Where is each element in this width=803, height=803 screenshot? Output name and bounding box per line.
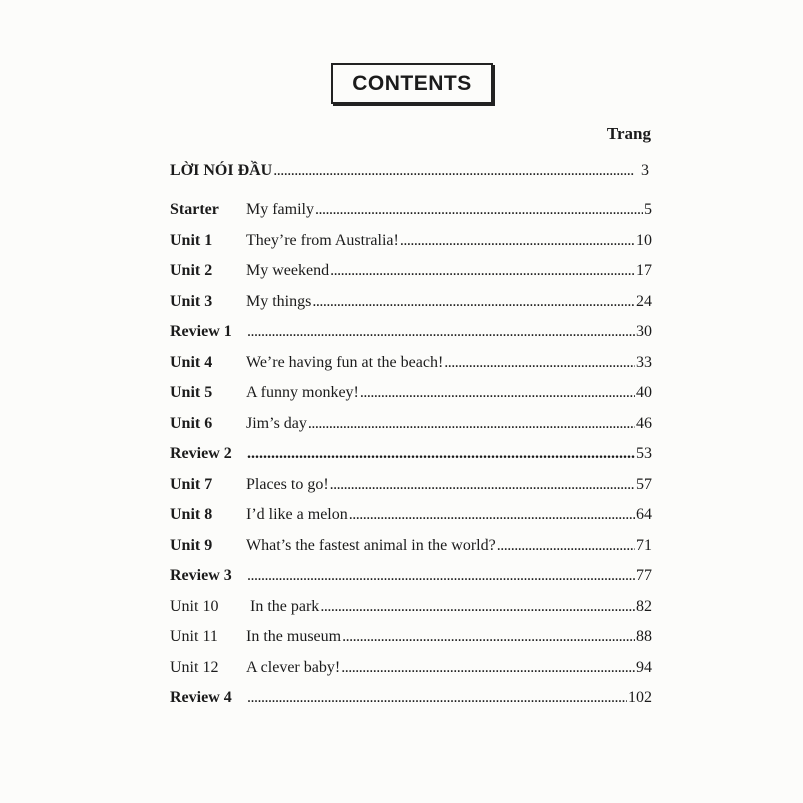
toc-entry-title: In the museum bbox=[246, 628, 342, 645]
toc-entry bbox=[0, 687, 803, 709]
toc-entry-label: Review 3 bbox=[170, 567, 232, 584]
toc-leader bbox=[246, 474, 652, 496]
toc-entry-label: Unit 2 bbox=[170, 262, 213, 279]
dot-leader bbox=[247, 443, 635, 465]
toc-entry bbox=[0, 504, 803, 526]
toc-entry bbox=[0, 565, 803, 587]
dot-leader bbox=[497, 535, 635, 557]
toc-entry-label: Starter bbox=[170, 201, 219, 218]
dot-leader bbox=[247, 687, 627, 709]
toc-leader bbox=[246, 291, 652, 313]
toc-entry-title: In the park bbox=[246, 597, 320, 615]
toc-entry bbox=[0, 443, 803, 465]
dot-leader bbox=[247, 321, 635, 343]
toc-leader bbox=[246, 230, 652, 252]
toc-entry-label: Review 4 bbox=[170, 689, 232, 706]
toc-leader bbox=[246, 535, 652, 557]
toc-entry-label: Review 1 bbox=[170, 323, 232, 340]
toc-entry-title: We’re having fun at the beach! bbox=[246, 353, 444, 371]
toc-leader bbox=[246, 443, 652, 465]
toc-leader bbox=[246, 382, 652, 404]
toc-page-number: 10 bbox=[636, 231, 652, 249]
toc-entry-label: Unit 11 bbox=[170, 628, 218, 645]
dot-leader bbox=[349, 504, 635, 526]
toc-entry-title: A clever baby! bbox=[246, 658, 341, 676]
toc-page-number: 94 bbox=[636, 658, 652, 676]
toc-entry-title: My family bbox=[246, 201, 314, 218]
toc-entry bbox=[0, 596, 803, 618]
toc-page-number: 53 bbox=[636, 445, 652, 462]
toc-entry-title: Places to go! bbox=[246, 475, 329, 493]
dot-leader bbox=[400, 230, 635, 252]
toc-leader bbox=[246, 199, 652, 221]
toc-entry bbox=[0, 535, 803, 557]
dot-leader bbox=[308, 413, 635, 435]
toc-page-number: 17 bbox=[636, 262, 652, 279]
toc-entry bbox=[0, 321, 803, 343]
toc-entry-title: They’re from Australia! bbox=[246, 231, 399, 249]
toc-entry-label: Unit 7 bbox=[170, 475, 213, 493]
toc-leader bbox=[170, 160, 649, 182]
toc-entry-label: Review 2 bbox=[170, 445, 232, 462]
toc-entry-label: Unit 8 bbox=[170, 506, 213, 523]
toc-entry-label: Unit 5 bbox=[170, 384, 213, 401]
toc-entry-label: Unit 1 bbox=[170, 231, 213, 249]
toc-entry bbox=[0, 260, 803, 282]
toc-leader bbox=[246, 260, 652, 282]
toc-page-number: 30 bbox=[636, 323, 652, 340]
toc-entry-title: My things bbox=[246, 292, 312, 310]
toc-entry-label: Unit 4 bbox=[170, 353, 213, 371]
toc-entry bbox=[0, 352, 803, 374]
toc-page-number: 5 bbox=[644, 201, 652, 218]
toc-leader bbox=[246, 321, 652, 343]
toc-page-number: 3 bbox=[641, 162, 649, 179]
toc-entry bbox=[0, 291, 803, 313]
toc-entry-intro bbox=[0, 160, 803, 182]
toc-leader bbox=[246, 657, 652, 679]
toc-page-number: 24 bbox=[636, 292, 652, 310]
toc-entry bbox=[0, 413, 803, 435]
toc-entry bbox=[0, 657, 803, 679]
toc-entry bbox=[0, 626, 803, 648]
toc-leader bbox=[246, 565, 652, 587]
dot-leader bbox=[315, 199, 643, 221]
toc-entry-title: My weekend bbox=[246, 262, 330, 279]
toc-page-number: 46 bbox=[636, 414, 652, 432]
toc-page-number: 40 bbox=[636, 384, 652, 401]
toc-entry-title: What’s the fastest animal in the world? bbox=[246, 536, 496, 554]
toc-entry bbox=[0, 230, 803, 252]
dot-leader bbox=[330, 474, 635, 496]
dot-leader bbox=[247, 565, 635, 587]
toc-entry-label: Unit 6 bbox=[170, 414, 213, 432]
contents-title: CONTENTS bbox=[331, 63, 493, 104]
dot-leader bbox=[444, 352, 635, 374]
dot-leader bbox=[320, 596, 635, 618]
dot-leader bbox=[273, 160, 634, 182]
toc-page-number: 57 bbox=[636, 475, 652, 493]
toc-leader bbox=[246, 504, 652, 526]
toc-entry-title: Jim’s day bbox=[246, 414, 307, 432]
dot-leader bbox=[330, 260, 635, 282]
toc-entry-label: Unit 10 bbox=[170, 597, 219, 615]
toc-page-number: 82 bbox=[636, 597, 652, 615]
toc-page-number: 71 bbox=[636, 536, 652, 554]
toc-entry-label: Unit 12 bbox=[170, 658, 219, 676]
toc-page-number: 88 bbox=[636, 628, 652, 645]
toc-leader bbox=[246, 687, 652, 709]
toc-entry-label: Unit 9 bbox=[170, 536, 213, 554]
toc-page-number: 64 bbox=[636, 506, 652, 523]
dot-leader bbox=[360, 382, 635, 404]
page-column-header: Trang bbox=[606, 124, 651, 143]
toc-entry bbox=[0, 199, 803, 221]
toc-leader bbox=[246, 352, 652, 374]
dot-leader bbox=[341, 657, 635, 679]
dot-leader bbox=[312, 291, 635, 313]
toc-entry-label: Unit 3 bbox=[170, 292, 213, 310]
toc-leader bbox=[246, 413, 652, 435]
toc-entry-title: LỜI NÓI ĐẦU bbox=[170, 162, 273, 179]
toc-page-number: 77 bbox=[636, 567, 652, 584]
toc-page-number: 102 bbox=[628, 689, 652, 706]
toc-entry bbox=[0, 382, 803, 404]
dot-leader bbox=[342, 626, 635, 648]
toc-leader bbox=[246, 596, 652, 618]
toc-entry bbox=[0, 474, 803, 496]
toc-leader bbox=[246, 626, 652, 648]
toc-entry-title: I’d like a melon bbox=[246, 506, 348, 523]
toc-entry-title: A funny monkey! bbox=[246, 384, 359, 401]
toc-page-number: 33 bbox=[636, 353, 652, 371]
